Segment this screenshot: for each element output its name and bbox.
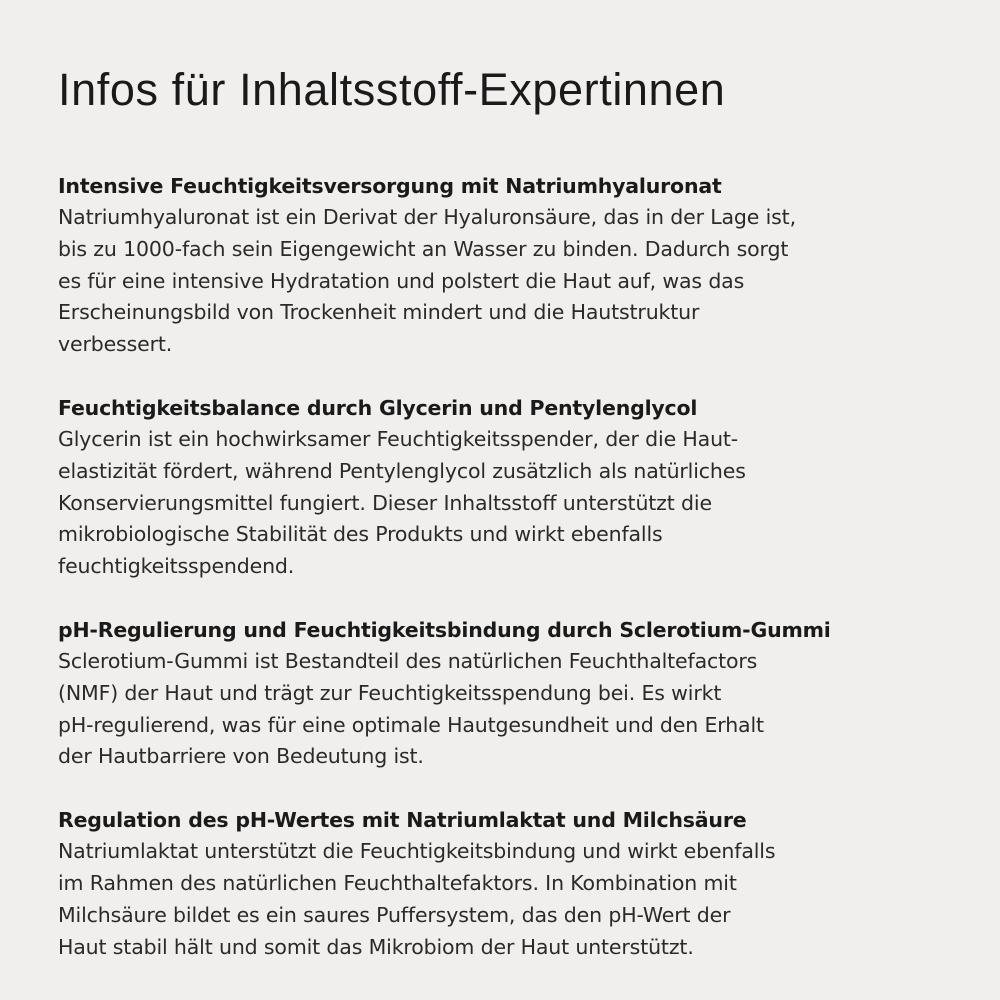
section-body-line: mikrobiologische Stabilität des Produkts und wirkt ebenfalls [58,522,663,547]
section-heading: pH-Regulierung und Feuchtigkeitsbindung durch Sclerotium-Gummi [58,617,831,642]
section-body [58,424,960,583]
section-body-line: Milchsäure bildet es ein saures Puffersystem, das den pH-Wert der [58,902,731,927]
ingredient-section [58,614,960,773]
section-body-line: Konservierungsmittel fungiert. Dieser Inhaltsstoff unterstützt die [58,490,712,515]
section-body-line: Glycerin ist ein hochwirksamer Feuchtigkeitsspender, der die Haut- [58,426,739,451]
section-body-line: bis zu 1000-fach sein Eigengewicht an Wasser zu binden. Dadurch sorgt [58,236,789,261]
section-body-line: Sclerotium-Gummi ist Bestandteil des natürlichen Feuchthaltefactors [58,648,758,673]
section-body-line: Natriumlaktat unterstützt die Feuchtigkeitsbindung und wirkt ebenfalls [58,839,776,864]
section-body-line: im Rahmen des natürlichen Feuchthaltefaktors. In Kombination mit [58,870,737,895]
section-body-line: feuchtigkeitsspendend. [58,554,295,579]
section-body [58,836,960,963]
section-body [58,646,960,773]
ingredient-section [58,804,960,963]
section-heading: Feuchtigkeitsbalance durch Glycerin und Pentylenglycol [58,395,698,420]
ingredient-section [58,392,960,583]
section-body-line: Haut stabil hält und somit das Mikrobiom der Haut unterstützt. [58,934,694,959]
section-body-line: es für eine intensive Hydratation und polstert die Haut auf, was das [58,268,745,293]
section-heading: Intensive Feuchtigkeitsversorgung mit Natriumhyaluronat [58,174,722,198]
section-body-line: pH-regulierend, was für eine optimale Hautgesundheit und den Erhalt [58,712,764,737]
ingredient-section [58,170,960,361]
section-body-line: verbessert. [58,332,173,357]
section-body [58,202,960,361]
section-heading: Regulation des pH-Wertes mit Natriumlaktat und Milchsäure [58,808,747,833]
page-title: Infos für Inhaltsstoff-Expertinnen [58,64,726,115]
section-body-line: Natriumhyaluronat ist ein Derivat der Hyaluronsäure, das in der Lage ist, [58,205,796,229]
ingredient-sections [58,170,960,963]
section-body-line: Erscheinungsbild von Trockenheit mindert und die Hautstruktur [58,300,700,325]
section-body-line: elastizität fördert, während Pentylenglycol zusätzlich als natürliches [58,458,746,483]
section-body-line: (NMF) der Haut und trägt zur Feuchtigkeitsspendung bei. Es wirkt [58,680,722,705]
section-body-line: der Hautbarriere von Bedeutung ist. [58,744,424,769]
